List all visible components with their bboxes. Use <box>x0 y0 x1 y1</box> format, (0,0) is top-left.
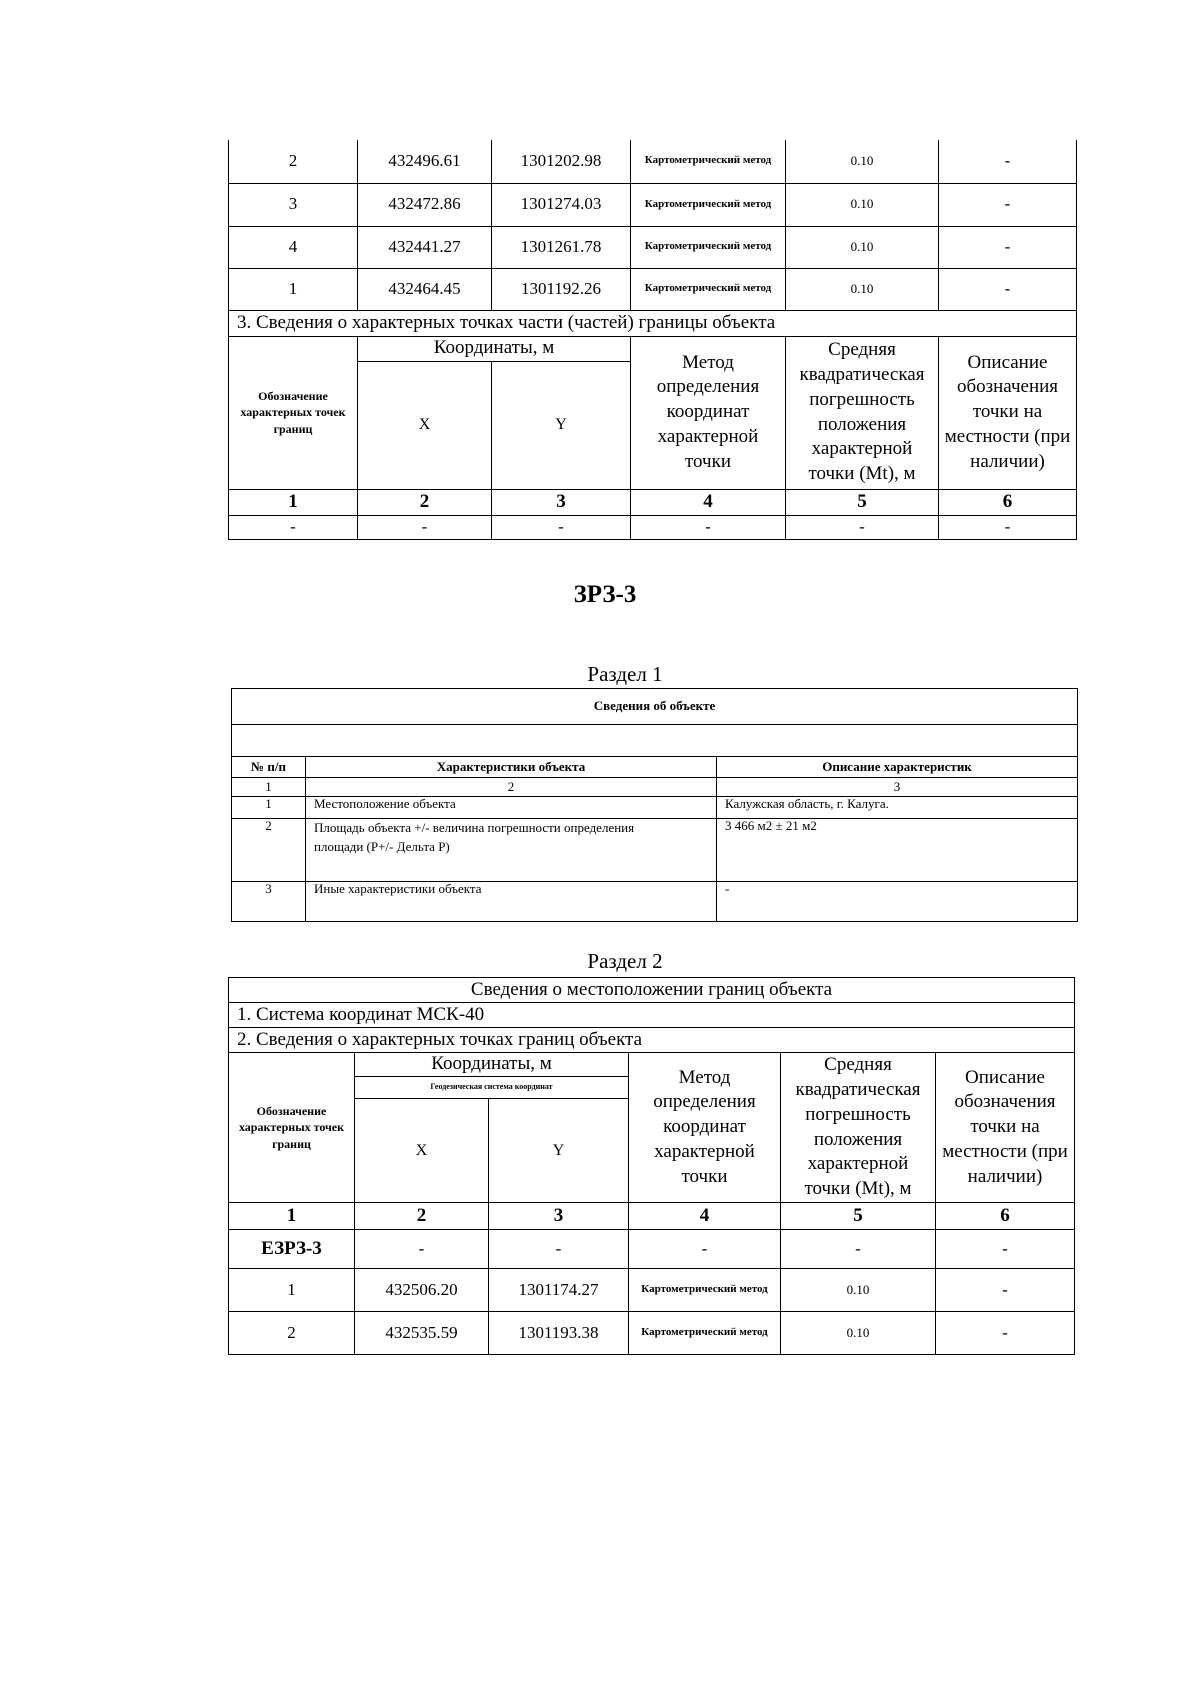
y-value: 1301192.26 <box>492 268 631 310</box>
points-table-continued <box>228 140 1077 540</box>
geo-system-header: Геодезическая система координат <box>355 1077 629 1099</box>
index-cell: 5 <box>786 489 939 515</box>
table-row <box>229 140 1077 183</box>
characteristic-value: Местоположение объекта <box>306 797 717 819</box>
blank-cell <box>232 725 1078 757</box>
dash-cell: - <box>939 515 1077 539</box>
points-title-row <box>229 1028 1075 1053</box>
desc-value: - <box>939 183 1077 226</box>
points-title: 2. Сведения о характерных точках границ объекта <box>229 1028 1075 1053</box>
y-value: 1301174.27 <box>489 1269 629 1312</box>
index-cell: 1 <box>232 778 306 797</box>
y-value: 1301261.78 <box>492 226 631 268</box>
dash-cell: - <box>629 1230 781 1269</box>
dash-cell: - <box>489 1230 629 1269</box>
point-label: 3 <box>229 183 358 226</box>
group-label: ЕЗРЗ-3 <box>229 1230 355 1269</box>
index-cell: 3 <box>492 489 631 515</box>
coords-header: Координаты, м <box>358 336 631 361</box>
index-cell: 6 <box>939 489 1077 515</box>
point-label: 2 <box>229 1312 355 1355</box>
dash-cell: - <box>631 515 786 539</box>
desc-value: - <box>939 140 1077 183</box>
table-row <box>229 226 1077 268</box>
index-cell: 6 <box>936 1203 1075 1230</box>
desc-header: Описание обозначения точки на местности (при наличии) <box>939 336 1077 489</box>
zone-title: ЗРЗ-3 <box>573 581 637 608</box>
row-number: 3 <box>232 882 306 922</box>
section3-title: 3. Сведения о характерных точках части (частей) границы объекта <box>229 310 1077 336</box>
no-header: № п/п <box>232 757 306 778</box>
mt-value: 0.10 <box>781 1269 936 1312</box>
x-value: 432535.59 <box>355 1312 489 1355</box>
index-cell: 3 <box>717 778 1078 797</box>
blank-row <box>232 725 1078 757</box>
dash-cell: - <box>936 1230 1075 1269</box>
index-row <box>229 489 1077 515</box>
table-row <box>229 515 1077 539</box>
method-value: Картометрический метод <box>631 226 786 268</box>
index-row <box>229 1203 1075 1230</box>
caption-row <box>229 978 1075 1003</box>
x-value: 432496.61 <box>358 140 492 183</box>
desc-value: - <box>936 1312 1075 1355</box>
section1-caption: Сведения об объекте <box>232 689 1078 725</box>
object-info-table <box>231 688 1078 922</box>
desc-value: - <box>936 1269 1075 1312</box>
designation-header: Обозначение характерных точек границ <box>229 336 358 489</box>
mt-header: Средняя квадратическая погрешность положения характерной точки (Mt), м <box>781 1053 936 1203</box>
group-row <box>229 1230 1075 1269</box>
y-value: 1301193.38 <box>489 1312 629 1355</box>
index-row <box>232 778 1078 797</box>
index-cell: 5 <box>781 1203 936 1230</box>
point-label: 1 <box>229 1269 355 1312</box>
header-row <box>229 336 1077 361</box>
index-cell: 4 <box>631 489 786 515</box>
coordinate-system: 1. Система координат МСК-40 <box>229 1003 1075 1028</box>
method-value: Картометрический метод <box>629 1269 781 1312</box>
desc-header: Описание обозначения точки на местности (при наличии) <box>936 1053 1075 1203</box>
method-value: Картометрический метод <box>631 140 786 183</box>
description-value: - <box>717 882 1078 922</box>
row-number: 2 <box>232 819 306 882</box>
characteristic-header: Характеристики объекта <box>306 757 717 778</box>
mt-value: 0.10 <box>786 268 939 310</box>
area-label: Площадь объекта +/- величина погрешности определения площади (Р+/- Дельта Р) <box>314 820 635 854</box>
x-header: X <box>358 361 492 489</box>
index-cell: 1 <box>229 1203 355 1230</box>
method-value: Картометрический метод <box>631 268 786 310</box>
mt-value: 0.10 <box>781 1312 936 1355</box>
description-value: Калужская область, г. Калуга. <box>717 797 1078 819</box>
method-value: Картометрический метод <box>631 183 786 226</box>
dash-cell: - <box>492 515 631 539</box>
dash-cell: - <box>229 515 358 539</box>
method-header: Метод определения координат характерной точки <box>629 1053 781 1203</box>
index-cell: 4 <box>629 1203 781 1230</box>
table-row <box>232 797 1078 819</box>
section2-title: Раздел 2 <box>587 949 663 973</box>
mt-value: 0.10 <box>786 183 939 226</box>
index-cell: 1 <box>229 489 358 515</box>
x-value: 432441.27 <box>358 226 492 268</box>
dash-cell: - <box>358 515 492 539</box>
y-value: 1301274.03 <box>492 183 631 226</box>
mt-value: 0.10 <box>786 226 939 268</box>
characteristic-value: Иные характеристики объекта <box>306 882 717 922</box>
x-value: 432464.45 <box>358 268 492 310</box>
system-row <box>229 1003 1075 1028</box>
mt-value: 0.10 <box>786 140 939 183</box>
point-label: 2 <box>229 140 358 183</box>
table-row <box>232 882 1078 922</box>
section3-title-row <box>229 310 1077 336</box>
table-row <box>229 183 1077 226</box>
header-row <box>232 757 1078 778</box>
characteristic-value <box>306 819 717 882</box>
y-header: Y <box>492 361 631 489</box>
dash-cell: - <box>781 1230 936 1269</box>
x-header: X <box>355 1099 489 1203</box>
y-header: Y <box>489 1099 629 1203</box>
section2-caption: Сведения о местоположении границ объекта <box>229 978 1075 1003</box>
index-cell: 2 <box>355 1203 489 1230</box>
table-row <box>229 1269 1075 1312</box>
index-cell: 2 <box>358 489 492 515</box>
mt-header: Средняя квадратическая погрешность положения характерной точки (Mt), м <box>786 336 939 489</box>
section1-title: Раздел 1 <box>587 662 663 686</box>
boundary-points-table <box>228 977 1075 1355</box>
point-label: 4 <box>229 226 358 268</box>
description-header: Описание характеристик <box>717 757 1078 778</box>
designation-header: Обозначение характерных точек границ <box>229 1053 355 1203</box>
table-row <box>229 268 1077 310</box>
point-label: 1 <box>229 268 358 310</box>
header-row <box>229 1053 1075 1077</box>
method-value: Картометрический метод <box>629 1312 781 1355</box>
dash-cell: - <box>786 515 939 539</box>
x-value: 432472.86 <box>358 183 492 226</box>
table-row <box>232 819 1078 882</box>
desc-value: - <box>939 268 1077 310</box>
y-value: 1301202.98 <box>492 140 631 183</box>
x-value: 432506.20 <box>355 1269 489 1312</box>
description-value: 3 466 м2 ± 21 м2 <box>717 819 1078 882</box>
dash-cell: - <box>355 1230 489 1269</box>
index-cell: 3 <box>489 1203 629 1230</box>
caption-row <box>232 689 1078 725</box>
desc-value: - <box>939 226 1077 268</box>
table-row <box>229 1312 1075 1355</box>
row-number: 1 <box>232 797 306 819</box>
index-cell: 2 <box>306 778 717 797</box>
coords-header: Координаты, м <box>355 1053 629 1077</box>
method-header: Метод определения координат характерной точки <box>631 336 786 489</box>
